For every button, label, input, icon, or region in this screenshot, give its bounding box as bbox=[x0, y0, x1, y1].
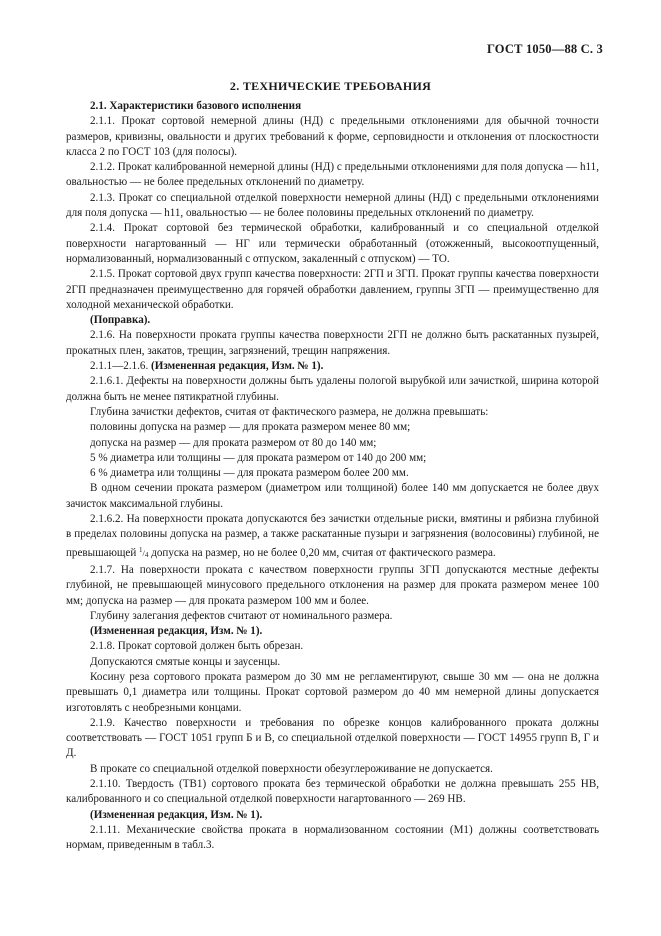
paragraph-2-1-9: 2.1.9. Качество поверхности и требования по обрезке концов калиброванного проката должны соответствовать — ГОСТ 1051 групп Б и В, со специальной отделкой поверхности — ГОСТ 14955 групп В, Г и Д. bbox=[66, 716, 599, 760]
paragraph-cross-section: В одном сечении проката размером (диаметром или толщиной) более 140 мм допускается не более двух зачисток максимальной глубины. bbox=[66, 482, 599, 510]
list-item: 6 % диаметра или толщины — для проката размером более 200 мм. bbox=[90, 467, 409, 480]
paragraph-2-1-4: 2.1.4. Прокат сортовой без термической обработки, калиброванный и со специальной отделкой поверхности нагартованный — НГ или термически обработанный (отожженный, высокоотпущенный, нормализованный, нормализованный с отпуском, закаленный с отпуском) — ТО. bbox=[66, 222, 599, 265]
document-body bbox=[66, 99, 599, 854]
list-item: допуска на размер — для проката размером от 80 до 140 мм; bbox=[90, 436, 377, 449]
paragraph-2-1-3: 2.1.3. Прокат со специальной отделкой поверхности немерной длины (НД) с предельными отклонениями для поля допуска — h11, овальностью — не более половины предельных отклонений по диаметру. bbox=[66, 191, 599, 220]
amendment-note: (Измененная редакция, Изм. № 1). bbox=[151, 360, 324, 373]
paragraph-2-1-7: 2.1.7. На поверхности проката с качеством поверхности группы 3ГП допускаются местные дефекты глубиной, не превышающей минусового предельного отклонения на размер для проката размером менее 100 мм; допуска на размер — для проката размером 100 мм и более. bbox=[66, 563, 599, 607]
paragraph-2-1-1: 2.1.1. Прокат сортовой немерной длины (НД) с предельными отклонениями для обычной точности размеров, кривизны, овальности и других требований к форме, серповидности и отклонения от плоскостности класса 2 по ГОСТ 103 (для полосы). bbox=[66, 115, 599, 158]
section-title: 2. ТЕХНИЧЕСКИЕ ТРЕБОВАНИЯ bbox=[229, 79, 432, 93]
paragraph-cut-skew: Косину реза сортового проката размером до 30 мм не регламентируют, свыше 30 мм — она не должна превышать 0,1 диаметра или толщины. Прокат сортовой размером до 40 мм немерной длины допускается изготовлять с необрезными концами. bbox=[66, 670, 599, 714]
paragraph-ends: Допускаются смятые концы и заусенцы. bbox=[90, 655, 281, 668]
paragraph-2-1-6-1: 2.1.6.1. Дефекты на поверхности должны быть удалены пологой вырубкой или зачисткой, ширина которой должна быть не менее пятикратной глубины. bbox=[66, 375, 599, 403]
paragraph-depth-intro: Глубина зачистки дефектов, считая от фактического размера, не должна превышать: bbox=[90, 405, 489, 418]
fraction-denominator: 4 bbox=[144, 550, 149, 559]
amendment-range: 2.1.1—2.1.6. bbox=[90, 360, 149, 373]
amendment-note: (Измененная редакция, Изм. № 1). bbox=[90, 625, 263, 638]
running-head: ГОСТ 1050—88 С. 3 bbox=[486, 42, 603, 56]
paragraph-2-1-6: 2.1.6. На поверхности проката группы качества поверхности 2ГП не должно быть раскатанных пузырей, прокатных плен, закатов, трещин, загрязнений, трещин напряжения. bbox=[66, 329, 599, 357]
correction-note: (Поправка). bbox=[90, 314, 151, 327]
paragraph-2-1-2: 2.1.2. Прокат калиброванной немерной длины (НД) с предельными отклонениями для поля допуска — h11, овальностью — не более предельных отклонений по диаметру. bbox=[66, 161, 599, 189]
paragraph-decarburization: В прокате со специальной отделкой поверхности обезуглероживание не допускается. bbox=[90, 762, 493, 775]
list-item: половины допуска на размер — для проката размером менее 80 мм; bbox=[90, 421, 411, 434]
paragraph-2-1-10: 2.1.10. Твердость (ТВ1) сортового проката без термической обработки не должна превышать 255 НВ, калиброванного и со специальной отделкой поверхности нагартованного — 269 НВ. bbox=[66, 778, 599, 806]
amendment-line bbox=[66, 359, 599, 374]
paragraph-2-1-8: 2.1.8. Прокат сортовой должен быть обрезан. bbox=[90, 640, 304, 653]
list-item: 5 % диаметра или толщины — для проката размером от 140 до 200 мм; bbox=[90, 451, 427, 464]
paragraph-2-1-11: 2.1.11. Механические свойства проката в нормализованном состоянии (М1) должны соответствовать нормам, приведенным в табл.3. bbox=[66, 823, 599, 852]
paragraph-2-1-5: 2.1.5. Прокат сортовой двух групп качества поверхности: 2ГП и 3ГП. Прокат группы качества поверхности 2ГП предназначен преимущественно для горячей обработки давлением, группы 3ГП — преимущественно для холодной механической обработки. bbox=[66, 268, 599, 311]
paragraph-text: 2.1.6.2. На поверхности проката допускаются без зачистки отдельные риски, вмятины и рябизна глубиной в пределах половины допуска на размер, а также раскатанные пузыри и загрязнения (волосовины) глубиной, не превышающей bbox=[66, 513, 599, 559]
fraction-numerator: 1 bbox=[139, 545, 143, 554]
paragraph-text: допуска на размер, но не более 0,20 мм, считая от фактического размера. bbox=[151, 546, 496, 559]
paragraph-defect-depth: Глубину залегания дефектов считают от номинального размера. bbox=[90, 609, 393, 622]
paragraph-2-1-6-2 bbox=[66, 512, 599, 563]
amendment-note: (Измененная редакция, Изм. № 1). bbox=[90, 808, 263, 821]
fraction: $^1/_4$ bbox=[139, 545, 149, 559]
subsection-heading: 2.1. Характеристики базового исполнения bbox=[90, 100, 302, 112]
